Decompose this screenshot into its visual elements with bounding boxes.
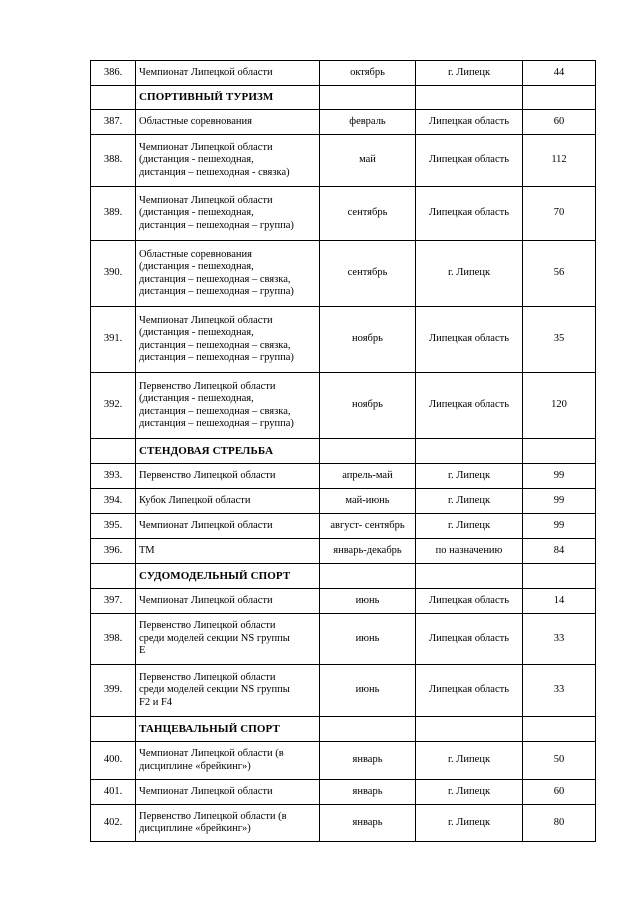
period-cell xyxy=(320,780,416,805)
table-row xyxy=(91,805,596,842)
event-name-text: Первенство Липецкой области среди моделей секции NS группы Е xyxy=(139,620,290,657)
table-row xyxy=(91,514,596,539)
place-cell xyxy=(416,489,523,514)
participants-cell xyxy=(523,464,596,489)
participants-cell xyxy=(523,665,596,717)
participants-cell xyxy=(523,373,596,439)
event-name-text: Чемпионат Липецкой области (дистанция - пешеходная, дистанция – пешеходная – связка, дистанция – пешеходная – группа) xyxy=(139,314,294,363)
participants-cell xyxy=(523,489,596,514)
participants-text: 60 xyxy=(553,785,565,797)
period-cell xyxy=(320,439,416,464)
place-cell xyxy=(416,742,523,780)
period-text: январь xyxy=(352,785,383,797)
row-number-text: 386. xyxy=(103,66,123,78)
period-text: май xyxy=(359,154,376,166)
section-title-text: СПОРТИВНЫЙ ТУРИЗМ xyxy=(139,91,274,104)
event-name-cell xyxy=(136,539,320,564)
table-row xyxy=(91,539,596,564)
participants-cell xyxy=(523,539,596,564)
participants-text: 120 xyxy=(551,399,567,411)
section-row xyxy=(91,564,596,589)
row-number-text: 398. xyxy=(103,632,123,644)
participants-text: 70 xyxy=(553,207,565,219)
row-number-cell xyxy=(91,373,136,439)
row-number-text: 401. xyxy=(103,785,123,797)
row-number-text: 394. xyxy=(103,494,123,506)
period-cell xyxy=(320,489,416,514)
place-cell xyxy=(416,61,523,86)
period-text: апрель-май xyxy=(342,469,393,481)
row-number-text: 389. xyxy=(103,207,123,219)
period-cell xyxy=(320,241,416,307)
participants-cell xyxy=(523,135,596,187)
participants-text: 50 xyxy=(553,754,565,766)
period-cell xyxy=(320,110,416,135)
event-name-cell xyxy=(136,489,320,514)
period-cell xyxy=(320,187,416,241)
participants-cell xyxy=(523,805,596,842)
period-text: июнь xyxy=(355,684,380,696)
event-name-text: Первенство Липецкой области (в дисциплине «брейкинг») xyxy=(139,810,287,834)
row-number-cell xyxy=(91,110,136,135)
event-name-cell xyxy=(136,464,320,489)
place-text: г. Липецк xyxy=(447,267,491,279)
place-text: г. Липецк xyxy=(447,66,491,78)
participants-cell xyxy=(523,780,596,805)
place-text: Липецкая область xyxy=(429,684,509,696)
participants-cell xyxy=(523,614,596,665)
participants-text: 33 xyxy=(553,684,565,696)
participants-cell xyxy=(523,110,596,135)
place-text: г. Липецк xyxy=(447,785,491,797)
place-cell xyxy=(416,307,523,373)
section-title-cell xyxy=(136,717,320,742)
row-number-text: 396. xyxy=(103,544,123,556)
section-row xyxy=(91,439,596,464)
period-cell xyxy=(320,514,416,539)
row-number-cell xyxy=(91,241,136,307)
event-name-cell xyxy=(136,780,320,805)
row-number-text: 387. xyxy=(103,115,123,127)
place-cell xyxy=(416,187,523,241)
event-name-text: Областные соревнования (дистанция - пешеходная, дистанция – пешеходная – связка, дистанция – пешеходная – группа) xyxy=(139,248,294,297)
row-number-text: 392. xyxy=(103,399,123,411)
period-text: июнь xyxy=(355,594,380,606)
event-name-cell xyxy=(136,373,320,439)
table-row xyxy=(91,665,596,717)
period-text: январь-декабрь xyxy=(333,544,402,556)
participants-cell xyxy=(523,241,596,307)
events-table-body xyxy=(91,61,596,842)
row-number-text: 391. xyxy=(103,333,123,345)
event-name-text: Первенство Липецкой области xyxy=(139,469,276,481)
place-text: Липецкая область xyxy=(429,594,509,606)
place-text: г. Липецк xyxy=(447,519,491,531)
place-cell xyxy=(416,464,523,489)
event-name-cell xyxy=(136,135,320,187)
row-number-cell xyxy=(91,564,136,589)
place-cell xyxy=(416,780,523,805)
participants-cell xyxy=(523,187,596,241)
period-cell xyxy=(320,373,416,439)
period-text: август- сентябрь xyxy=(330,519,405,531)
row-number-text: 393. xyxy=(103,469,123,481)
participants-text: 112 xyxy=(551,154,567,166)
place-text: по назначению xyxy=(435,544,503,556)
place-cell xyxy=(416,110,523,135)
participants-text: 99 xyxy=(553,469,565,481)
participants-cell xyxy=(523,86,596,110)
row-number-cell xyxy=(91,539,136,564)
place-text: г. Липецк xyxy=(447,494,491,506)
participants-text: 35 xyxy=(553,333,565,345)
participants-text: 56 xyxy=(553,267,565,279)
table-row xyxy=(91,780,596,805)
events-table xyxy=(90,60,596,842)
row-number-text: 388. xyxy=(103,154,123,166)
period-text: май-июнь xyxy=(345,494,390,506)
section-row xyxy=(91,717,596,742)
participants-text: 99 xyxy=(553,494,565,506)
section-title-cell xyxy=(136,439,320,464)
participants-cell xyxy=(523,589,596,614)
place-text: Липецкая область xyxy=(429,632,509,644)
place-cell xyxy=(416,589,523,614)
period-text: октябрь xyxy=(350,66,385,78)
row-number-cell xyxy=(91,614,136,665)
event-name-cell xyxy=(136,614,320,665)
period-text: февраль xyxy=(349,115,386,127)
table-row xyxy=(91,373,596,439)
place-cell xyxy=(416,373,523,439)
participants-text: 14 xyxy=(553,594,565,606)
event-name-text: Кубок Липецкой области xyxy=(139,494,251,506)
period-cell xyxy=(320,805,416,842)
participants-text: 80 xyxy=(553,816,565,828)
participants-cell xyxy=(523,564,596,589)
place-cell xyxy=(416,514,523,539)
place-text: Липецкая область xyxy=(429,399,509,411)
event-name-text: Чемпионат Липецкой области xyxy=(139,66,273,78)
period-cell xyxy=(320,589,416,614)
place-cell xyxy=(416,614,523,665)
event-name-text: Чемпионат Липецкой области xyxy=(139,594,273,606)
event-name-cell xyxy=(136,241,320,307)
row-number-text: 399. xyxy=(103,684,123,696)
period-cell xyxy=(320,564,416,589)
participants-text: 33 xyxy=(553,632,565,644)
place-text: г. Липецк xyxy=(447,816,491,828)
row-number-text: 400. xyxy=(103,754,123,766)
table-row xyxy=(91,110,596,135)
row-number-cell xyxy=(91,135,136,187)
event-name-text: Первенство Липецкой области среди моделей секции NS группы F2 и F4 xyxy=(139,671,290,708)
place-cell xyxy=(416,665,523,717)
place-text: Липецкая область xyxy=(429,333,509,345)
event-name-text: Первенство Липецкой области (дистанция - пешеходная, дистанция – пешеходная – связка, дистанция – пешеходная – группа) xyxy=(139,380,294,429)
table-row xyxy=(91,135,596,187)
period-cell xyxy=(320,742,416,780)
period-cell xyxy=(320,614,416,665)
event-name-cell xyxy=(136,187,320,241)
participants-cell xyxy=(523,742,596,780)
participants-text: 44 xyxy=(553,66,565,78)
place-cell xyxy=(416,539,523,564)
participants-text: 99 xyxy=(553,519,565,531)
row-number-cell xyxy=(91,439,136,464)
participants-cell xyxy=(523,307,596,373)
row-number-text: 395. xyxy=(103,519,123,531)
place-cell xyxy=(416,717,523,742)
period-text: сентябрь xyxy=(347,207,388,219)
event-name-text: Чемпионат Липецкой области (дистанция - пешеходная, дистанция – пешеходная - связка) xyxy=(139,141,290,178)
place-cell xyxy=(416,439,523,464)
table-row xyxy=(91,187,596,241)
row-number-text: 402. xyxy=(103,816,123,828)
row-number-cell xyxy=(91,514,136,539)
table-row xyxy=(91,489,596,514)
row-number-cell xyxy=(91,307,136,373)
event-name-cell xyxy=(136,665,320,717)
place-cell xyxy=(416,86,523,110)
place-cell xyxy=(416,135,523,187)
row-number-cell xyxy=(91,86,136,110)
section-title-cell xyxy=(136,86,320,110)
section-title-cell xyxy=(136,564,320,589)
row-number-cell xyxy=(91,780,136,805)
row-number-cell xyxy=(91,464,136,489)
event-name-cell xyxy=(136,589,320,614)
participants-text: 60 xyxy=(553,115,565,127)
table-row xyxy=(91,742,596,780)
place-text: г. Липецк xyxy=(447,754,491,766)
place-cell xyxy=(416,564,523,589)
period-cell xyxy=(320,665,416,717)
row-number-cell xyxy=(91,742,136,780)
period-cell xyxy=(320,464,416,489)
period-cell xyxy=(320,307,416,373)
row-number-cell xyxy=(91,717,136,742)
table-row xyxy=(91,614,596,665)
event-name-text: Чемпионат Липецкой области (в дисциплине «брейкинг») xyxy=(139,748,284,772)
participants-cell xyxy=(523,439,596,464)
participants-cell xyxy=(523,717,596,742)
row-number-cell xyxy=(91,187,136,241)
place-cell xyxy=(416,241,523,307)
table-row xyxy=(91,307,596,373)
event-name-cell xyxy=(136,61,320,86)
period-cell xyxy=(320,135,416,187)
period-cell xyxy=(320,86,416,110)
event-name-cell xyxy=(136,307,320,373)
event-name-cell xyxy=(136,742,320,780)
participants-text: 84 xyxy=(553,544,565,556)
period-cell xyxy=(320,539,416,564)
event-name-text: Областные соревнования xyxy=(139,115,252,127)
place-text: Липецкая область xyxy=(429,115,509,127)
event-name-text: Чемпионат Липецкой области xyxy=(139,519,273,531)
row-number-cell xyxy=(91,665,136,717)
period-text: ноябрь xyxy=(352,399,383,411)
row-number-cell xyxy=(91,805,136,842)
place-text: Липецкая область xyxy=(429,207,509,219)
row-number-cell xyxy=(91,589,136,614)
participants-cell xyxy=(523,514,596,539)
section-row xyxy=(91,86,596,110)
place-cell xyxy=(416,805,523,842)
event-name-text: Чемпионат Липецкой области (дистанция - пешеходная, дистанция – пешеходная – группа) xyxy=(139,194,294,231)
section-title-text: СУДОМОДЕЛЬНЫЙ СПОРТ xyxy=(139,569,291,582)
row-number-cell xyxy=(91,61,136,86)
period-cell xyxy=(320,717,416,742)
event-name-cell xyxy=(136,805,320,842)
section-title-text: ТАНЦЕВАЛЬНЫЙ СПОРТ xyxy=(139,722,280,735)
participants-cell xyxy=(523,61,596,86)
period-text: ноябрь xyxy=(352,333,383,345)
event-name-cell xyxy=(136,514,320,539)
table-row xyxy=(91,241,596,307)
row-number-cell xyxy=(91,489,136,514)
table-row xyxy=(91,61,596,86)
period-text: июнь xyxy=(355,632,380,644)
event-name-text: ТМ xyxy=(139,544,155,556)
section-title-text: СТЕНДОВАЯ СТРЕЛЬБА xyxy=(139,444,274,457)
place-text: Липецкая область xyxy=(429,154,509,166)
event-name-text: Чемпионат Липецкой области xyxy=(139,785,273,797)
table-row xyxy=(91,464,596,489)
period-text: сентябрь xyxy=(347,267,388,279)
period-text: январь xyxy=(352,754,383,766)
row-number-text: 390. xyxy=(103,267,123,279)
period-text: январь xyxy=(352,816,383,828)
event-name-cell xyxy=(136,110,320,135)
place-text: г. Липецк xyxy=(447,469,491,481)
table-row xyxy=(91,589,596,614)
row-number-text: 397. xyxy=(103,594,123,606)
period-cell xyxy=(320,61,416,86)
